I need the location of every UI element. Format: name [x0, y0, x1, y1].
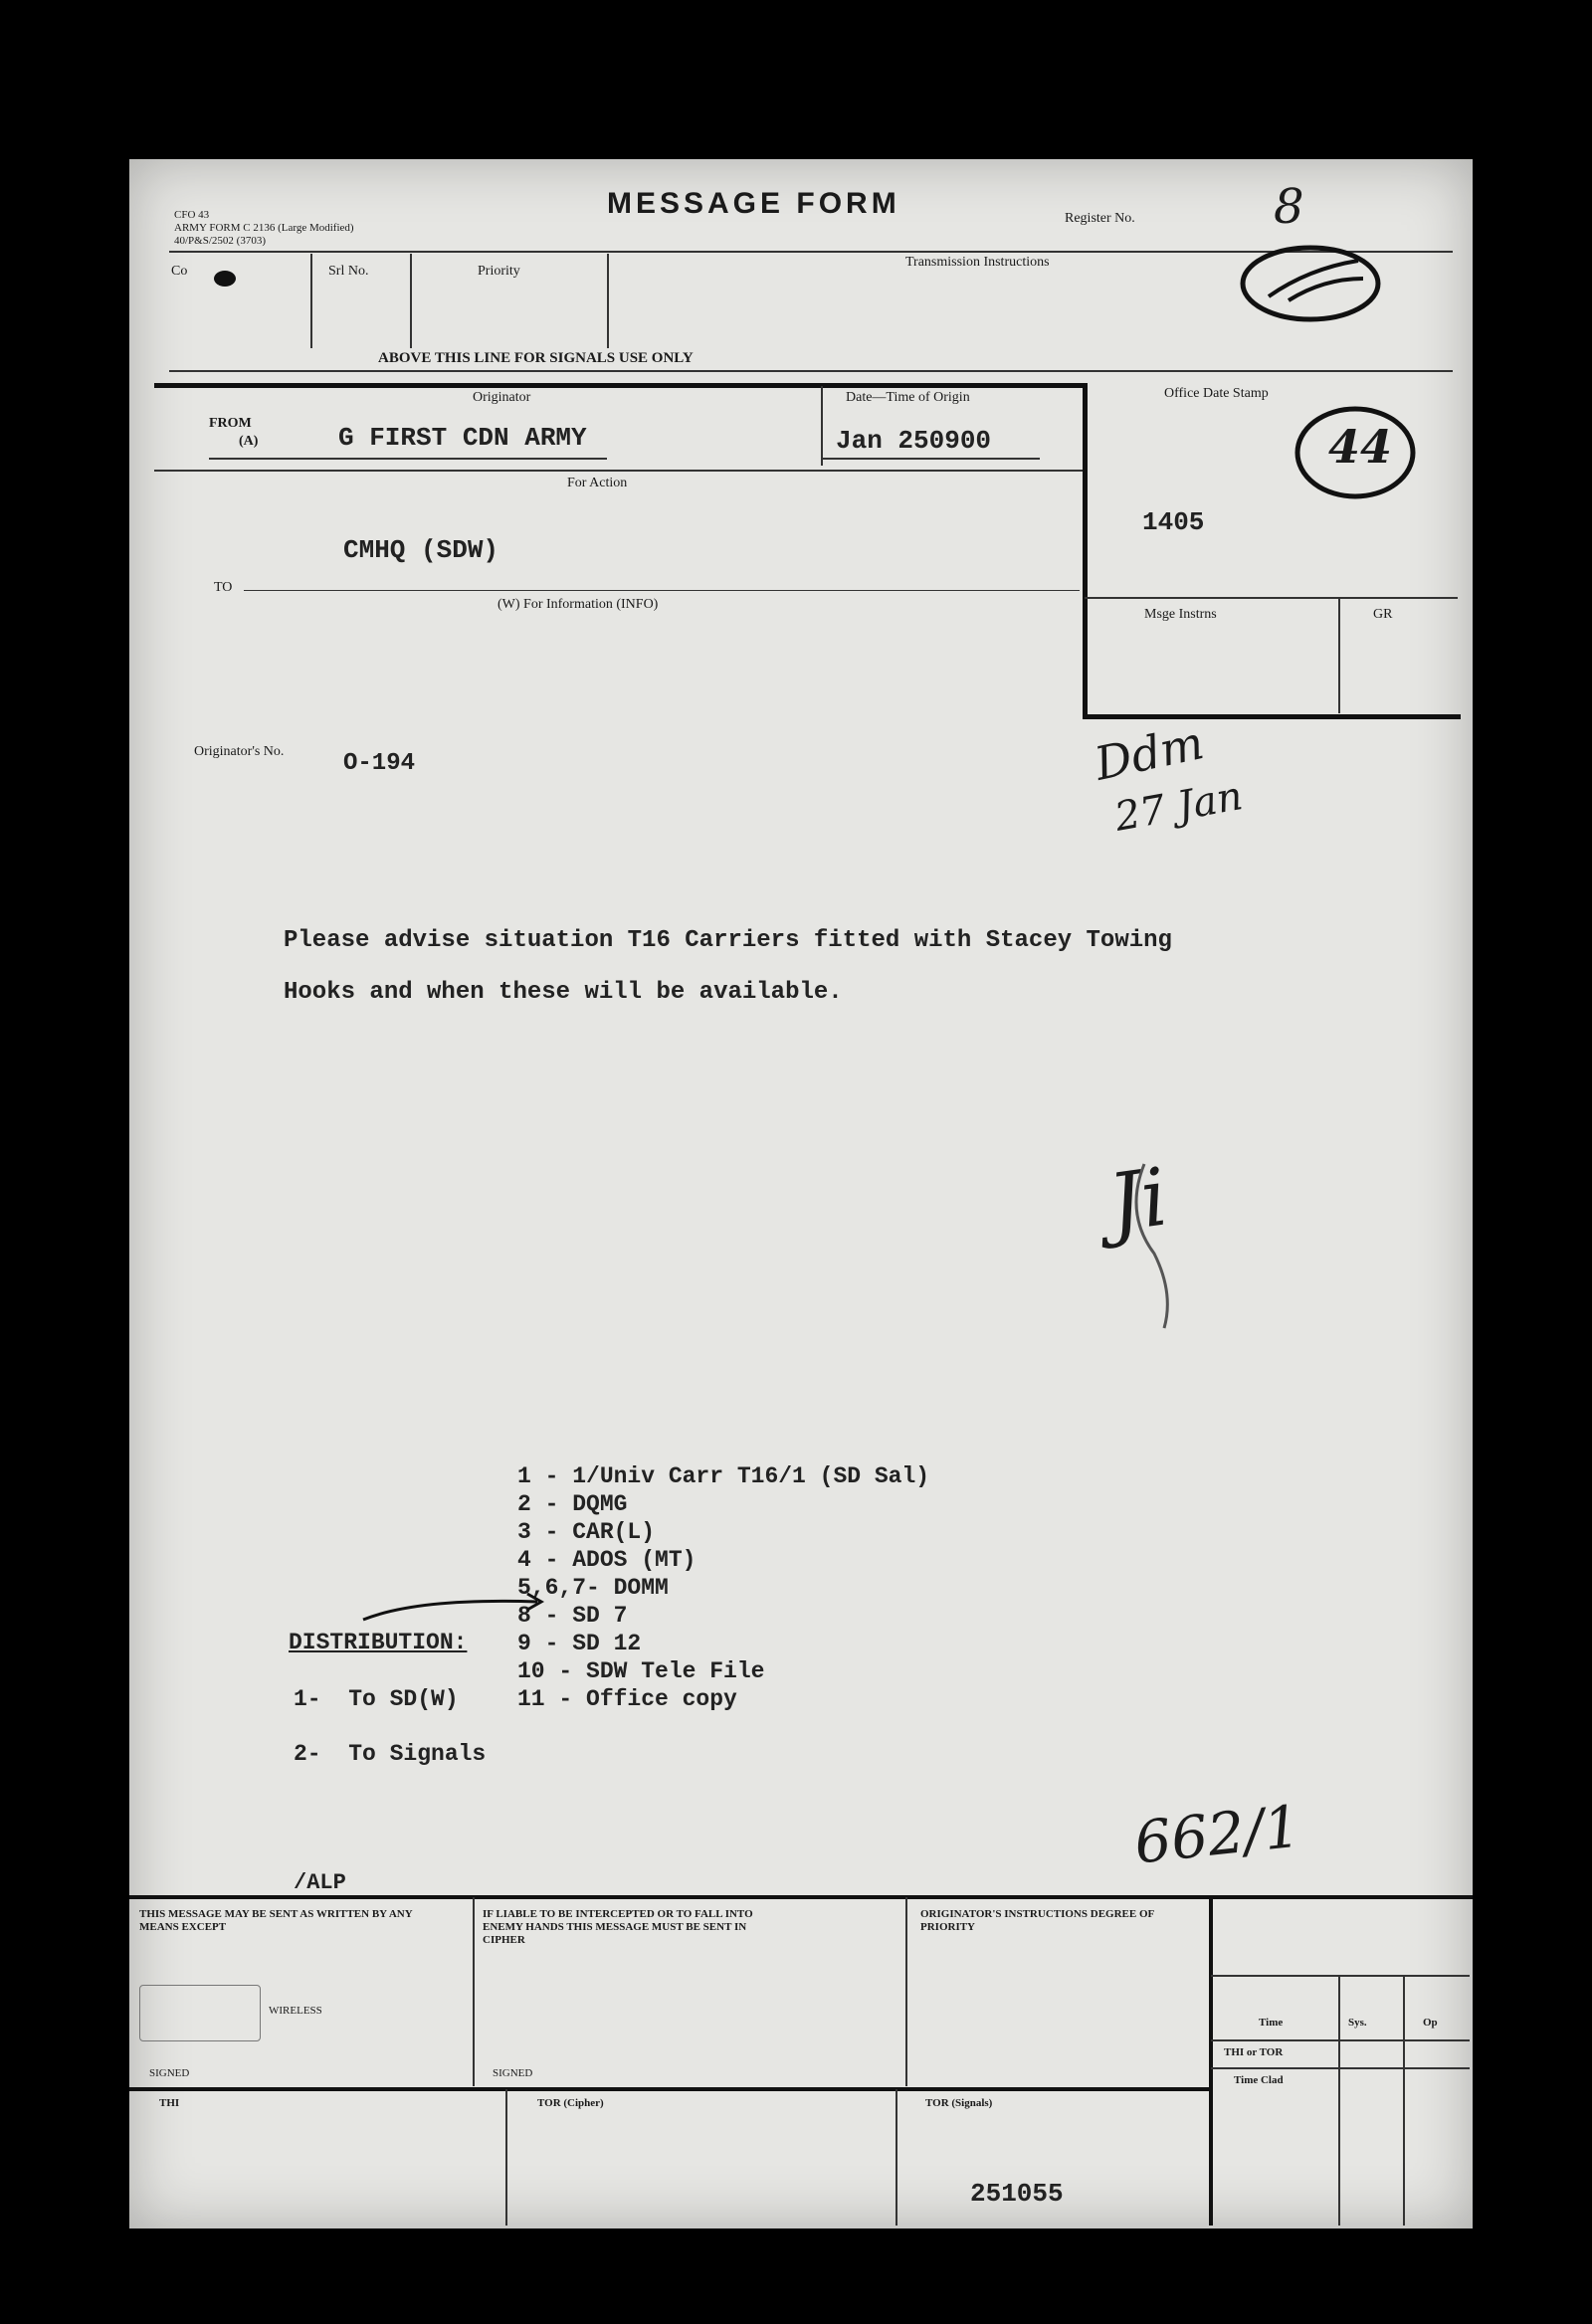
co-label: Co — [171, 264, 188, 279]
typist-reference: /ALP — [294, 1870, 346, 1895]
tor-signals-label: TOR (Signals) — [925, 2097, 993, 2109]
transmission-instructions-label: Transmission Instructions — [905, 255, 1050, 270]
op-label: Op — [1423, 2017, 1438, 2029]
footer-box3-text: ORIGINATOR'S INSTRUCTIONS DEGREE OF PRIORITY — [920, 1908, 1154, 1933]
handwritten-initials-1: Ddm — [1090, 715, 1209, 791]
from-sub-label: (A) — [239, 434, 259, 449]
distribution-list — [517, 1462, 929, 1713]
time-clad-label: Time Clad — [1234, 2074, 1284, 2086]
file-reference: 662/1 — [1130, 1792, 1304, 1877]
form-codes — [174, 209, 473, 248]
box1-signed-label: SIGNED — [149, 2067, 190, 2079]
wireless-label: WIRELESS — [269, 2005, 322, 2017]
distribution-line-1: 1- To SD(W) — [294, 1686, 459, 1712]
distribution-item: 8 - SD 7 — [517, 1603, 628, 1629]
originators-no-label: Originator's No. — [194, 744, 285, 759]
info-label: (W) For Information (INFO) — [498, 597, 659, 612]
office-date-stamp-label: Office Date Stamp — [1164, 386, 1269, 401]
distribution-item: 1 - 1/Univ Carr T16/1 (SD Sal) — [517, 1463, 930, 1489]
originator-value: G FIRST CDN ARMY — [338, 423, 587, 453]
footer-box1-text: THIS MESSAGE MAY BE SENT AS WRITTEN BY ANY MEANS EXCEPT — [139, 1908, 413, 1933]
thi-tor-label: THI or TOR — [1224, 2046, 1284, 2058]
arrow-stroke-icon — [358, 1590, 557, 1630]
priority-label: Priority — [478, 264, 520, 279]
above-line-note: ABOVE THIS LINE FOR SIGNALS USE ONLY — [378, 350, 694, 366]
circled-mark-icon — [1239, 239, 1388, 328]
register-label: Register No. — [1065, 211, 1135, 226]
box2-signed-label: SIGNED — [493, 2067, 533, 2079]
originators-no-value: O-194 — [343, 750, 416, 777]
distribution-item: 2 - DQMG — [517, 1491, 628, 1517]
message-body — [284, 915, 1428, 1019]
register-number: 8 — [1274, 179, 1304, 235]
form-code-line: 40/P&S/2502 (3703) — [174, 235, 266, 247]
form-code-line: ARMY FORM C 2136 (Large Modified) — [174, 222, 354, 234]
distribution-item: 11 - Office copy — [517, 1686, 737, 1712]
thi-label: THI — [159, 2097, 180, 2109]
message-form-page — [129, 159, 1473, 2228]
tor-cipher-label: TOR (Cipher) — [537, 2097, 604, 2109]
date-time-label: Date—Time of Origin — [846, 390, 970, 405]
distribution-item: 10 - SDW Tele File — [517, 1658, 765, 1684]
srl-no-label: Srl No. — [328, 264, 369, 279]
originator-label: Originator — [473, 390, 531, 405]
form-title: MESSAGE FORM — [607, 187, 900, 220]
footer-box2-text: IF LIABLE TO BE INTERCEPTED OR TO FALL INTO ENEMY HANDS THIS MESSAGE MUST BE SENT IN CIPHER — [483, 1908, 753, 1946]
signature-flourish-icon — [1114, 1154, 1204, 1333]
sys-label: Sys. — [1348, 2017, 1367, 2029]
form-code-line: CFO 43 — [174, 209, 210, 221]
distribution-heading: DISTRIBUTION: — [289, 1630, 468, 1655]
handwritten-date-1: 27 Jan — [1110, 773, 1247, 841]
to-label: TO — [214, 580, 233, 595]
message-line: Please advise situation T16 Carriers fitted with Stacey Towing — [284, 927, 1172, 954]
gr-label: GR — [1373, 607, 1393, 622]
handwritten-initials-2: Ji — [1102, 1150, 1173, 1251]
msge-instrns-label: Msge Instrns — [1144, 607, 1217, 622]
stamp-number: 44 — [1328, 420, 1393, 474]
from-label: FROM — [209, 416, 252, 431]
time-label: Time — [1259, 2017, 1284, 2029]
tor-signals-value: 251055 — [970, 2179, 1064, 2209]
distribution-item: 4 - ADOS (MT) — [517, 1547, 696, 1573]
for-action-label: For Action — [567, 476, 628, 490]
to-value: CMHQ (SDW) — [343, 535, 499, 565]
distribution-item: 5,6,7- DOMM — [517, 1575, 669, 1601]
wireless-bracket — [139, 1985, 261, 2041]
distribution-item: 9 - SD 12 — [517, 1631, 642, 1656]
date-time-value: Jan 250900 — [836, 426, 992, 456]
distribution-item: 3 - CAR(L) — [517, 1519, 656, 1545]
office-time-value: 1405 — [1142, 507, 1205, 537]
message-line: Hooks and when these will be available. — [284, 979, 843, 1006]
distribution-line-2: 2- To Signals — [294, 1741, 487, 1767]
ink-blot-mark — [214, 271, 236, 287]
